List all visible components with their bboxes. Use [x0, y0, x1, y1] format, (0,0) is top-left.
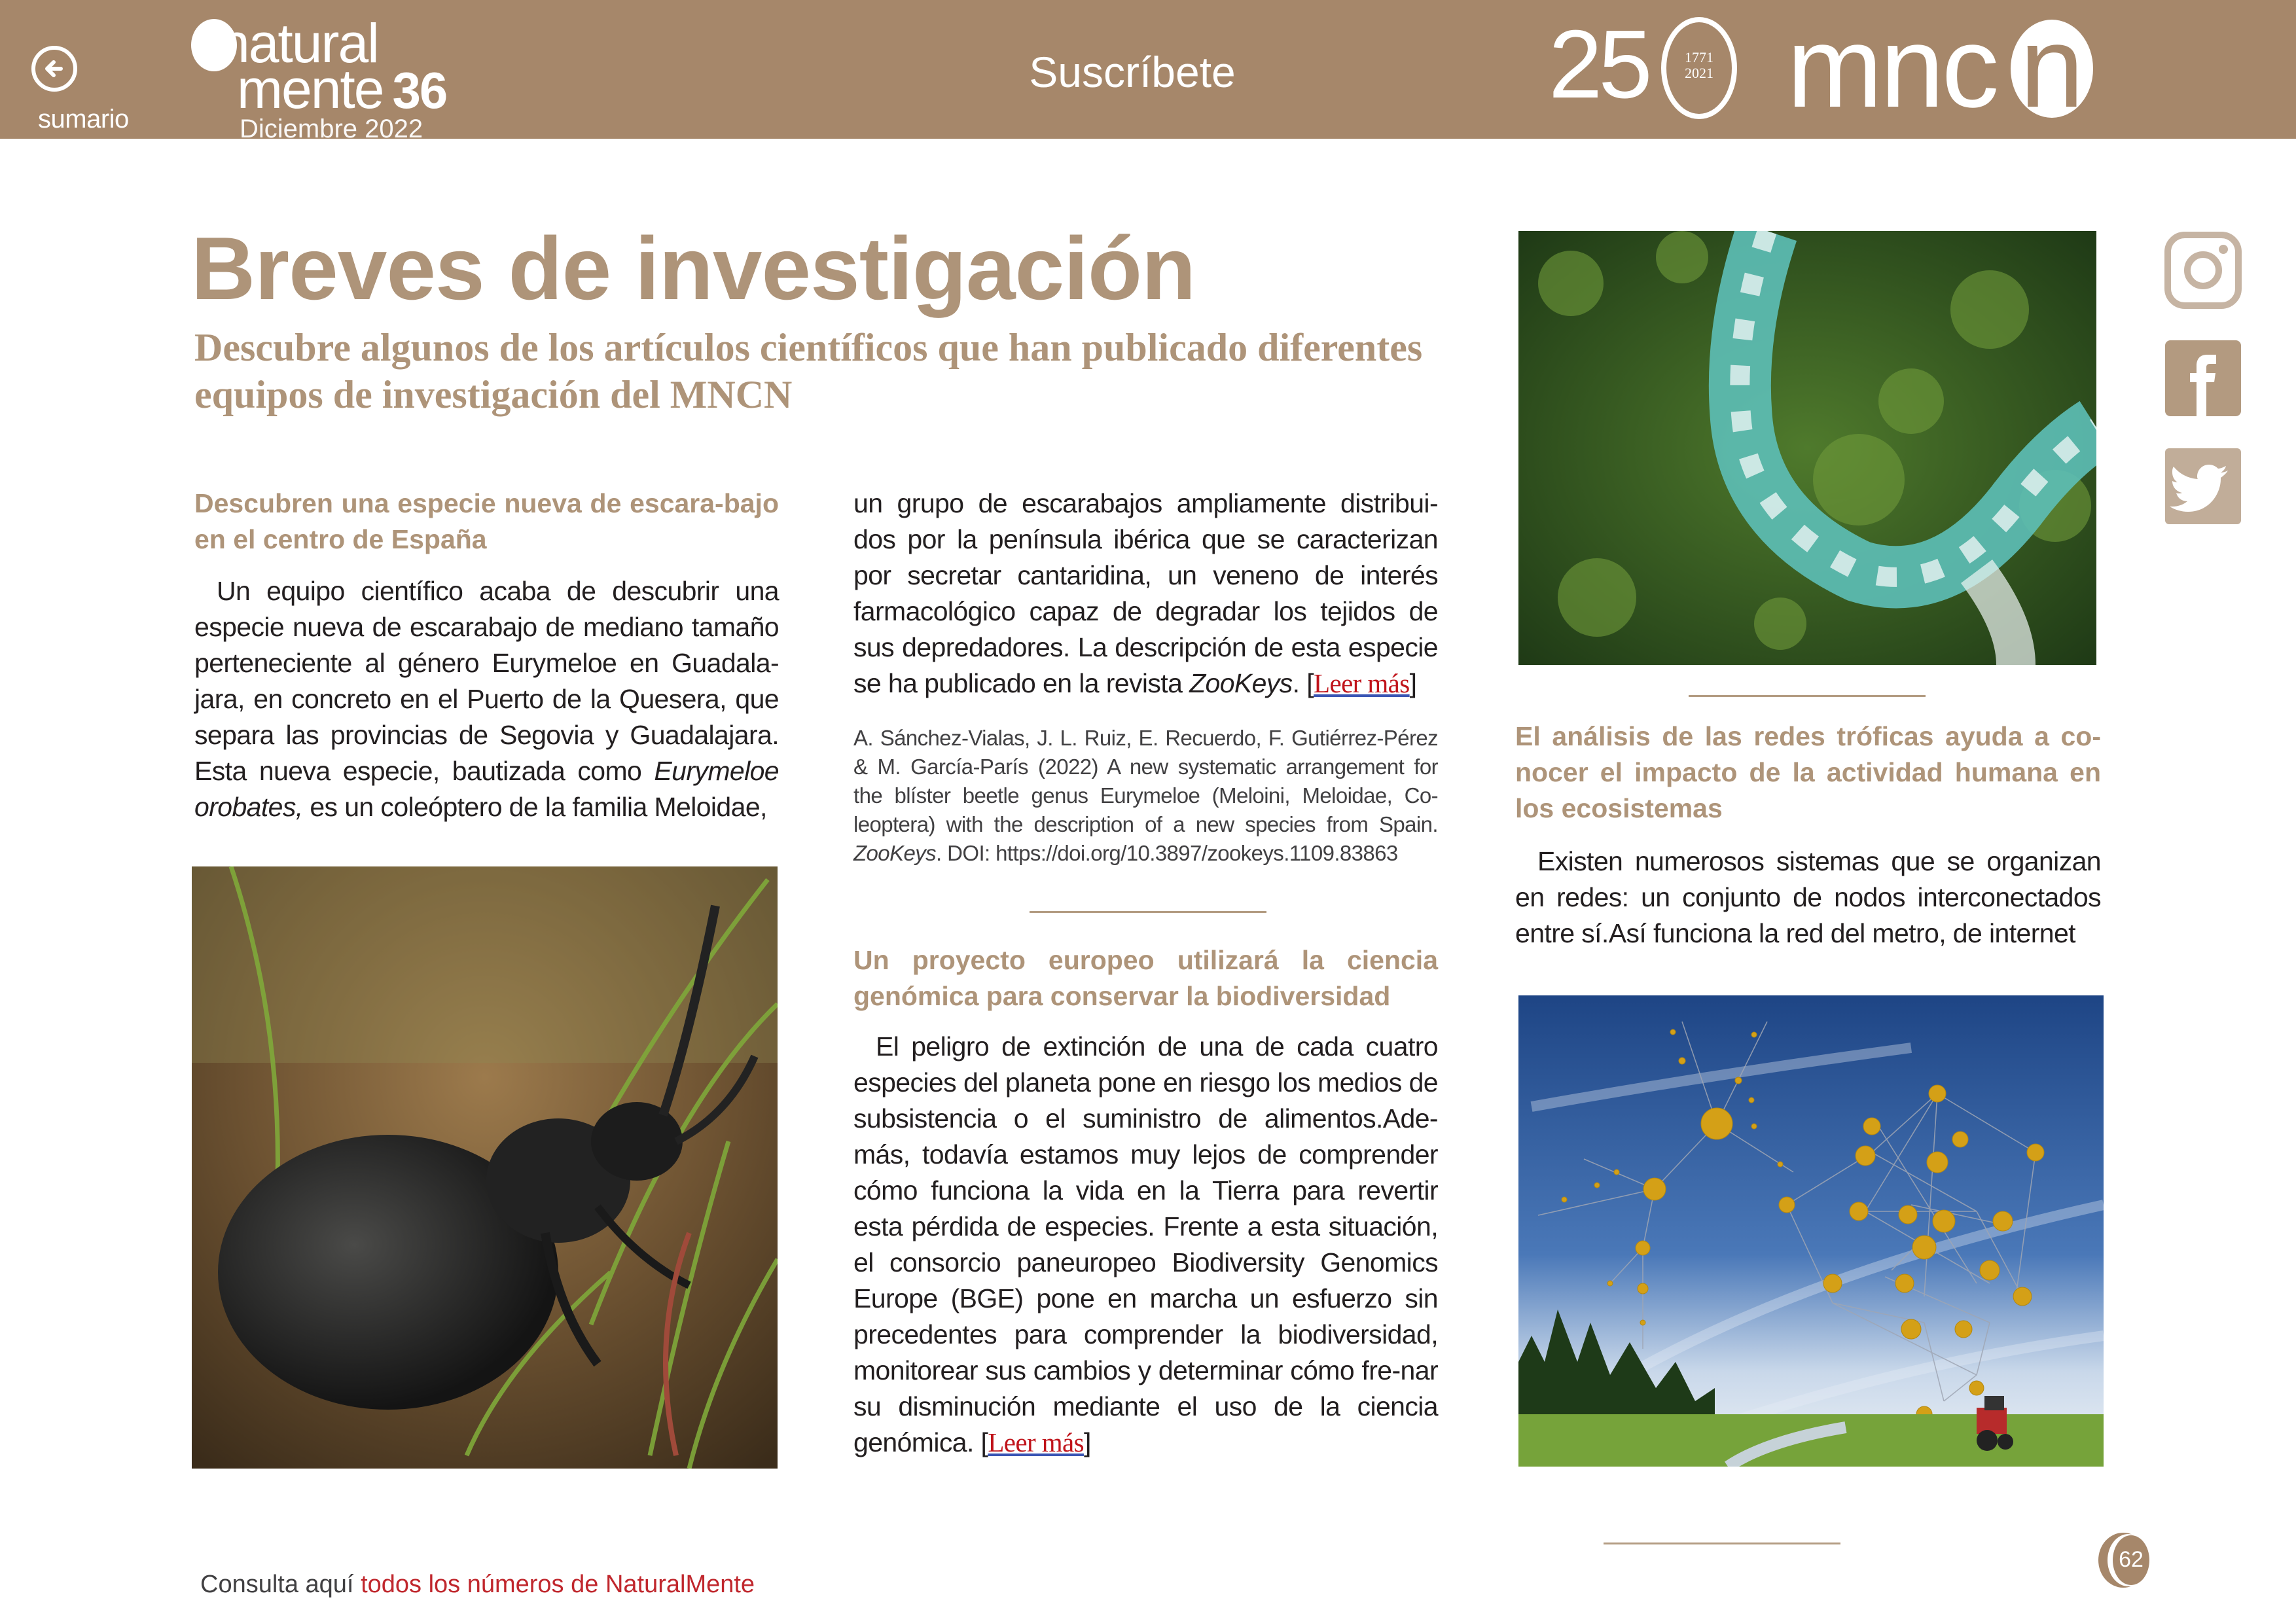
back-button[interactable]	[31, 46, 77, 92]
instagram-icon	[2164, 231, 2242, 310]
article-body	[853, 1029, 1438, 1461]
issue-date: Diciembre 2022	[240, 115, 423, 143]
article-text: . [	[1292, 668, 1314, 698]
facebook-link[interactable]	[2164, 339, 2242, 418]
beetle-photo	[192, 866, 778, 1469]
issue-number: 36	[392, 62, 447, 119]
mncn-logo-n: n	[2020, 3, 2084, 132]
mncn-anniversary-logo[interactable]	[1545, 3, 2134, 132]
read-more-link[interactable]: Leer más	[1314, 668, 1410, 698]
facebook-icon	[2164, 339, 2242, 418]
beetle-image	[192, 866, 778, 1469]
summary-link[interactable]: sumario	[38, 105, 129, 134]
food-web-illustration	[1518, 995, 2104, 1467]
top-bar	[0, 0, 2296, 143]
bracket: ]	[1083, 1427, 1091, 1457]
reference-text: A. Sánchez-Vialas, J. L. Ruiz, E. Recuerdo, F. Gutiérrez-Pérez & M. García-París (2022) A new systematic arrangement for the blíster beetle genus Eurymeloe (Meloini, Meloidae, Co-leoptera) with the description of a new species from Spain.	[853, 726, 1438, 836]
divider	[1689, 695, 1926, 697]
logo-mente	[237, 56, 446, 123]
river-image	[1518, 231, 2096, 665]
bracket: ]	[1409, 668, 1417, 698]
article-heading: El análisis de las redes tróficas ayuda a co-nocer el impacto de la actividad humana en los ecosistemas	[1515, 721, 2101, 823]
article-text: El peligro de extinción de una de cada cuatro especies del planeta pone en riesgo los medios de subsistencia o el suministro de alimentos.Ade-más, todavía estamos muy lejos de comprender cómo funciona la vida en la Tierra para revertir esta pérdida de especies. Frente a esta situación, el consorcio paneuropeo Biodiversity Genomics Europe (BGE) pone en marcha un esfuerzo sin precedentes para comprender la biodiversidad, monitorear sus cambios y determinar cómo fre-nar su disminución mediante el uso de la ciencia genómica. [	[853, 1031, 1438, 1457]
anniversary-number: 25	[1549, 10, 1649, 118]
archive-footer	[200, 1569, 755, 1599]
article-food-webs	[1515, 719, 2101, 952]
year-start: 1771	[1685, 49, 1713, 65]
article-heading: Un proyecto europeo utilizará la ciencia genómica para conservar la biodiversidad	[853, 945, 1438, 1011]
archive-link[interactable]: todos los números de NaturalMente	[361, 1571, 755, 1598]
read-more-link[interactable]: Leer más	[988, 1427, 1084, 1457]
article-text: Un equipo científico acaba de descubrir una especie nueva de escarabajo de mediano tamaño perteneciente al género Eurymeloe en Guadala-jara, en concreto en el Puerto de la Quesera, que separa las provincias de Segovia y Guadalajara. Esta nueva especie, bautizada como	[194, 576, 779, 786]
article-genomics	[853, 942, 1438, 1461]
article-beetle-continued	[853, 486, 1438, 868]
network-sky-image	[1518, 995, 2104, 1467]
arrow-left-icon	[41, 56, 67, 82]
article-body: Existen numerosos sistemas que se organizan en redes: un conjunto de nodos interconectados entre sí.Así funciona la red del metro, de internet	[1515, 846, 2101, 948]
divider	[1604, 1543, 1840, 1544]
article-body	[194, 573, 779, 825]
twitter-link[interactable]	[2164, 447, 2242, 526]
article-text: es un coleóptero de la familia Meloidae,	[302, 792, 767, 822]
article-beetle	[194, 486, 779, 825]
journal-name: ZooKeys	[1189, 668, 1293, 698]
subscribe-link[interactable]: Suscríbete	[1029, 48, 1236, 96]
species-name: Eurymeloe orobates,	[194, 756, 779, 822]
page-subtitle: Descubre algunos de los artículos científicos que han publicado diferentes equipos de investigación del MNCN	[194, 326, 1423, 416]
page-number-badge	[2096, 1531, 2149, 1589]
river-forest-photo	[1518, 231, 2096, 665]
page-number: 62	[2119, 1547, 2144, 1572]
mncn-logo-text: mnc	[1787, 3, 1997, 132]
page-title: Breves de investigación	[191, 219, 1196, 318]
twitter-icon	[2164, 447, 2242, 526]
article-body	[853, 486, 1438, 702]
divider	[1030, 911, 1266, 913]
footer-prefix: Consulta aquí	[200, 1571, 361, 1598]
anniversary-years	[1673, 50, 1725, 81]
reference-doi: . DOI: https://doi.org/10.3897/zookeys.1109.83863	[936, 841, 1398, 865]
instagram-link[interactable]	[2164, 231, 2242, 310]
logo-mente-text: mente	[237, 58, 384, 120]
magazine-logo[interactable]	[190, 12, 465, 143]
year-end: 2021	[1685, 65, 1713, 81]
article-text: un grupo de escarabajos ampliamente distribui-dos por la península ibérica que se caracterizan por secretar cantaridina, un veneno de interés farmacológico capaz de degradar los tejidos de sus depredadores. La descripción de esta especie se ha publicado en la revista	[853, 488, 1438, 698]
article-reference	[853, 724, 1438, 868]
logo-natural: natural	[219, 12, 378, 74]
reference-journal: ZooKeys	[853, 841, 937, 865]
article-heading: Descubren una especie nueva de escara-bajo en el centro de España	[194, 488, 779, 554]
